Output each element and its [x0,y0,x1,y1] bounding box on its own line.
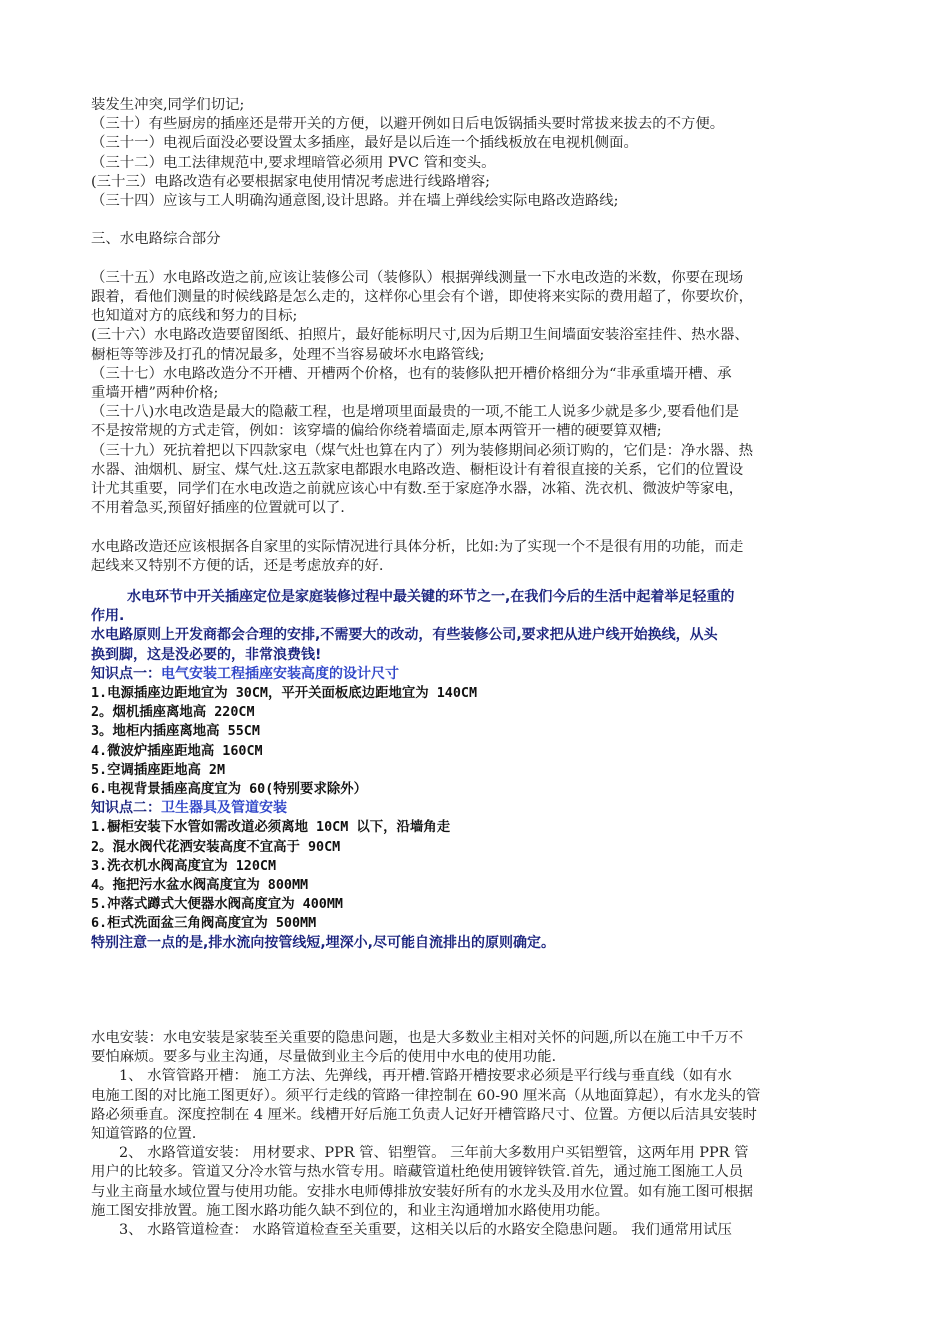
knowledge-heading [91,799,861,818]
text-line: 跟着，看他们测量的时候线路是怎么走的，这样你心里会有个谱，即使将来实际的费用超了，你要坎价， [91,289,753,305]
spacer [91,518,861,537]
text-line: （三十七）水电路改造分不开槽、开槽两个价格，也有的装修队把开槽价格细分为“非承重墙开槽、承 [91,365,732,382]
knowledge-item: 1.橱柜安装下水管如需改道必须离地 10CM 以下，沿墙角走 [91,820,451,836]
knowledge-title: 电气安装工程插座安装高度的设计尺寸 [161,665,399,682]
spacer [91,211,861,230]
text-line: 1、 水管管路开槽： 施工方法、先弹线，再开槽.管路开槽按要求必须是平行线与垂直线（如有水 [119,1068,732,1085]
text-line: (三十三）电路改造有必要根据家电使用情况考虑进行线路增容; [91,173,491,190]
text-line: 橱柜等等涉及打孔的情况最多，处理不当容易破坏水电路管线; [91,346,485,363]
text-line: 2、 水路管道安装： 用材要求、PPR 管、铝塑管。 三年前大多数用户买铝塑管，这两年用 PPR 管 [119,1145,749,1162]
knowledge-item: 4。拖把污水盆水阀高度宜为 800MM [91,878,309,894]
highlight-line: 水电路原则上开发商都会合理的安排,不需要大的改动，有些装修公司,要求把从进户线开始换线，从头 [91,627,718,644]
text-line: 路必须垂直。深度控制在 4 厘米。线槽开好后施工负责人记好开槽管路尺寸、位置。方便以后洁具安装时 [91,1106,757,1123]
knowledge-note: 特别注意一点的是,排水流向按管线短,埋深小,尽可能自流排出的原则确定。 [91,934,555,951]
knowledge-item: 6.柜式洗面盆三角阀高度宜为 500MM [91,916,317,932]
knowledge-item: 2。烟机插座离地高 220CM [91,705,255,721]
text-line: 要怕麻烦。要多与业主沟通，尽量做到业主今后的使用中水电的使用功能. [91,1049,557,1066]
highlight-line: 作用. [91,608,125,625]
text-line: （三十四）应该与工人明确沟通意图,设计思路。并在墙上弹线绘实际电路改造路线; [91,193,619,210]
spacer [91,576,861,588]
text-line: （三十九）死抗着把以下四款家电（煤气灶也算在内了）列为装修期间必须订购的，它们是：净水器、热 [91,442,753,459]
text-line: 计尤其重要，同学们在水电改造之前就应该心中有数.至于家庭净水器，冰箱、洗衣机、微波炉等家电， [91,481,744,498]
knowledge-item: 4.微波炉插座距地高 160CM [91,743,263,759]
highlight-line: 水电环节中开关插座定位是家庭装修过程中最关键的环节之一,在我们今后的生活中起着举足轻重的 [127,589,735,606]
knowledge-item: 6.电视背景插座高度宜为 60(特别要求除外） [91,782,368,798]
highlight-line: 换到脚，这是没必要的，非常浪费钱! [91,646,322,663]
text-line: 电施工图的对比施工图更好）。须平行走线的管路一律控制在 60-90 厘米高（从地面算起），有水龙头的管 [91,1087,761,1104]
section-combined-water-electric [91,269,861,519]
text-line: （三十）有些厨房的插座还是带开关的方便，以避开例如日后电饭锅插头要时常拔来拔去的不方便。 [91,116,725,133]
text-line: 不用着急买,预留好插座的位置就可以了. [91,500,345,517]
spacer [91,250,861,269]
text-line: （三十五）水电路改造之前,应该让装修公司（装修队）根据弹线测量一下水电改造的米数，你要在现场 [91,269,744,286]
section-analysis-note [91,538,861,576]
knowledge-item: 1.电源插座边距地宜为 30CM，平开关面板底边距地宜为 140CM [91,686,478,702]
section-electrical-tail [91,96,861,211]
text-line: 水电安装：水电安装是家装至关重要的隐患问题，也是大多数业主相对关怀的问题,所以在施工中千万不 [91,1029,744,1046]
knowledge-item: 3。地柜内插座离地高 55CM [91,724,260,740]
text-line: 水电路改造还应该根据各自家里的实际情况进行具体分析，比如:为了实现一个不是很有用的功能，而走 [91,538,744,555]
text-line: （三十八)水电改造是最大的隐蔽工程，也是增项里面最贵的一项,不能工人说多少就是多少,要看他们是 [91,404,739,421]
text-line: 用户的比较多。管道又分冷水管与热水管专用。暗藏管道杜绝使用镀锌铁管.首先，通过施工图施工人员 [91,1164,744,1181]
text-line: 装发生冲突,同学们切记; [91,97,245,113]
section-plumbing-install [91,1029,861,1240]
text-line: 重墙开槽”两种价格; [91,385,219,402]
text-line: 起线来又特别不方便的话，还是考虑放弃的好. [91,557,384,574]
knowledge-item: 2。混水阀代花洒安装高度不宜高于 90CM [91,839,341,855]
knowledge-item: 5.空调插座距地高 2M [91,762,226,778]
text-line: （三十一）电视后面没必要设置太多插座，最好是以后连一个插线板放在电视机侧面。 [91,135,638,152]
knowledge-prefix: 知识点二： [91,800,161,817]
knowledge-title: 卫生器具及管道安装 [161,800,287,817]
knowledge-point-2 [91,799,861,953]
text-line: 水器、油烟机、厨宝、煤气灶.这五款家电都跟水电路改造、橱柜设计有着很直接的关系，它们的位置设 [91,461,744,478]
knowledge-heading [91,665,861,684]
text-line: 3、 水路管道检查： 水路管道检查至关重要，这相关以后的水路安全隐患问题。 我们通常用试压 [119,1221,732,1238]
text-line: 不是按常规的方式走管，例如：该穿墙的偏给你绕着墙面走,原本两管开一槽的硬要算双槽; [91,423,662,440]
knowledge-item: 3.洗衣机水阀高度宜为 120CM [91,858,277,874]
text-line: 施工图安排放置。施工图水路功能久缺不到位的，和业主沟通增加水路使用功能。 [91,1202,610,1219]
knowledge-prefix: 知识点一： [91,665,161,682]
document-page [91,96,861,1240]
text-line: （三十二）电工法律规范中,要求埋暗管必须用 PVC 管和变头。 [91,154,496,171]
text-line: (三十六）水电路改造要留图纸、拍照片，最好能标明尺寸,因为后期卫生间墙面安装浴室挂件、热水器、 [91,327,749,344]
knowledge-point-1 [91,665,861,799]
text-line: 知道管路的位置. [91,1125,197,1142]
text-line: 与业主商量水域位置与使用功能。安排水电师傅排放安装好所有的水龙头及用水位置。如有施工图可根据 [91,1183,753,1200]
spacer [91,953,861,1029]
highlight-block [91,588,861,665]
text-line: 也知道对方的底线和努力的目标; [91,308,298,325]
knowledge-item: 5.冲落式蹲式大便器水阀高度宜为 400MM [91,897,343,913]
section-heading: 三、水电路综合部分 [91,231,221,248]
